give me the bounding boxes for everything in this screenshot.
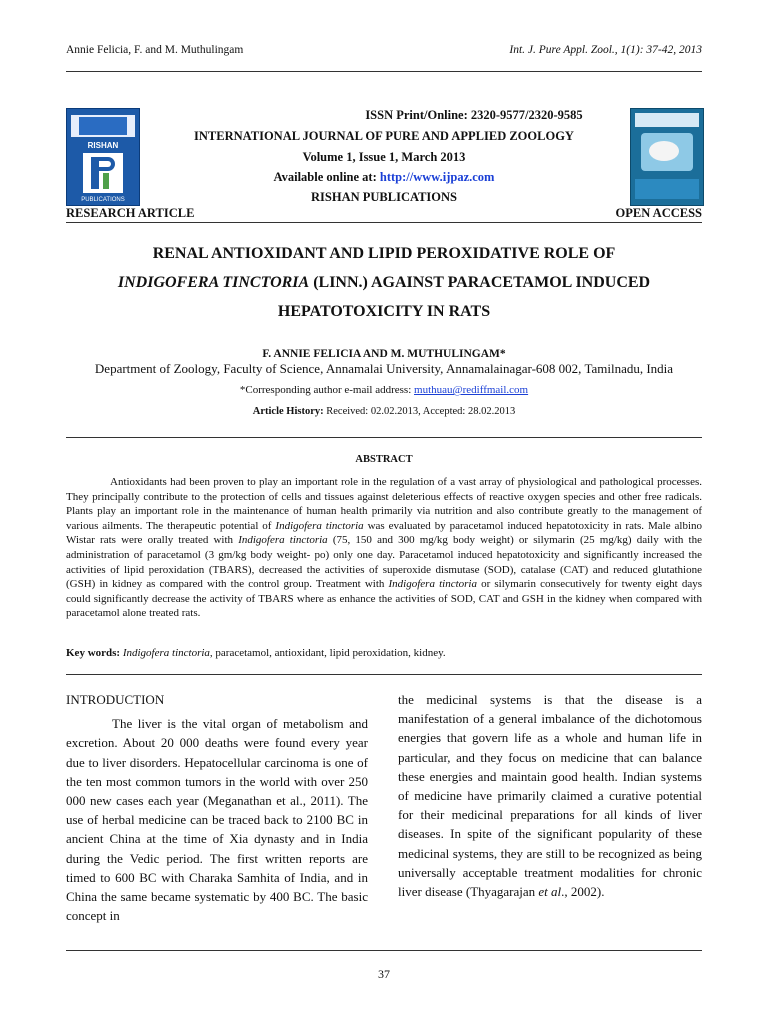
abstract-heading: ABSTRACT [355,454,413,465]
affiliation: Department of Zoology, Faculty of Science, Annamalai University, Annamalainagar-608 002, Tamilnadu, India [94,361,674,376]
rishan-mark-icon [83,153,123,193]
available-online: Available online at: http://www.ijpaz.com [273,170,495,184]
intro-column-left [66,690,368,925]
logo-sublabel: PUBLICATIONS [81,197,125,203]
article-history: Article History: Received: 02.02.2013, Accepted: 28.02.2013 [252,406,516,417]
abstract-text: Antioxidants had been proven to play an important role in the regulation of a vast array of physiological and pathological processes. They principally contribute to the protection of cells and tissues against deleterious effects of reactive oxygen species and other free radicals. Plants play an important role in the maintenance of human health primarily via nutrition and also contribute greatly to the management of various ailments. The therapeutic potential of Indigofera tinctoria was evaluated by paracetamol induced hepatotoxicity in rats. Male albino Wistar rats were orally treated with Indigofera tinctoria (75, 150 and 300 mg/kg body weight) or silymarin (25 mg/kg) daily with the administration of paracetamol (3 gm/kg body weight- po) only one day. Paracetamol induced hepatotoxicity and significantly increased the activities of lipid peroxidation (TBARS), decreased the activities of superoxide dismutase (SOD), catalase (CAT) and reduced glutathione (GSH) in kidney as compared with the control group. Treatment with Indigofera tinctoria or silymarin consecutively for twenty eight days could significantly decrease the activity of TBARS where as enhance the activities of SOD, CAT and GSH in the kidney when compared with paracetamol alone treated rats. [66,476,703,620]
keywords-divider [66,674,702,675]
article-type: RESEARCH ARTICLE [66,206,195,220]
footer-divider [66,950,702,951]
history-divider [66,437,702,438]
volume-issue: Volume 1, Issue 1, March 2013 [302,150,466,164]
email-link[interactable]: muthuau@rediffmail.com [414,384,529,396]
access-type: OPEN ACCESS [615,206,702,220]
author-names: F. ANNIE FELICIA AND M. MUTHULINGAM* [262,348,506,360]
journal-name: INTERNATIONAL JOURNAL OF PURE AND APPLIED ZOOLOGY [194,129,574,143]
running-header-authors: Annie Felicia, F. and M. Muthulingam [66,44,244,56]
journal-url-link[interactable]: http://www.ijpaz.com [379,170,495,184]
article-title-line-1: RENAL ANTIOXIDANT AND LIPID PEROXIDATIVE ROLE OF [152,245,616,262]
ijpaz-logo [66,108,140,206]
section-heading-introduction: INTRODUCTION [66,692,165,707]
keywords: Key words: Indigofera tinctoria, paracetamol, antioxidant, lipid peroxidation, kidney. [66,647,446,659]
logo-label: RISHAN [87,141,119,150]
page-number: 37 [378,967,390,981]
corresponding-author: *Corresponding author e-mail address: muthuau@rediffmail.com [239,384,529,396]
running-header-citation: Int. J. Pure Appl. Zool., 1(1): 37-42, 2013 [509,44,702,56]
issn-line: ISSN Print/Online: 2320-9577/2320-9585 [365,108,583,122]
publisher: RISHAN PUBLICATIONS [311,190,457,204]
intro-paragraph-1-continued: the medicinal systems is that the disease is a manifestation of a general imbalance of the dichotomous energies that govern life as a whole and human life in particular, and they focus on medicine that can balance these energies and maintain good health. Indian systems of medicine have primarily claimed a curative potential for their medicinal preparations for all kinds of liver diseases. In spite of the significant popularity of these medicinal systems, they are still to be recognized as being universally acceptable treatment modalities for chronic liver disease (Thyagarajan et al., 2002). [398,692,702,900]
article-title-line-2: INDIGOFERA TINCTORIA (LINN.) AGAINST PARACETAMOL INDUCED [117,274,651,291]
header-divider [66,71,702,72]
article-title-line-3: HEPATOTOXICITY IN RATS [277,303,491,320]
banner-divider [66,222,702,223]
intro-column-right [398,690,702,901]
intro-paragraph-1: The liver is the vital organ of metabolism and excretion. About 20 000 deaths were found every year due to liver disorders. Hepatocellular carcinoma is one of the ten most common tumors in the world with over 250 000 new cases each year (Meganathan et al., 2011). The use of herbal medicine can be traced back to 2100 BC in ancient China at the time of Xia dynasty and in India during the Vedic period. The first written reports are timed to 600 BC with Charaka Samhita of India, and in China the same became systematic by 400 BC. The basic concept in [66,716,368,924]
